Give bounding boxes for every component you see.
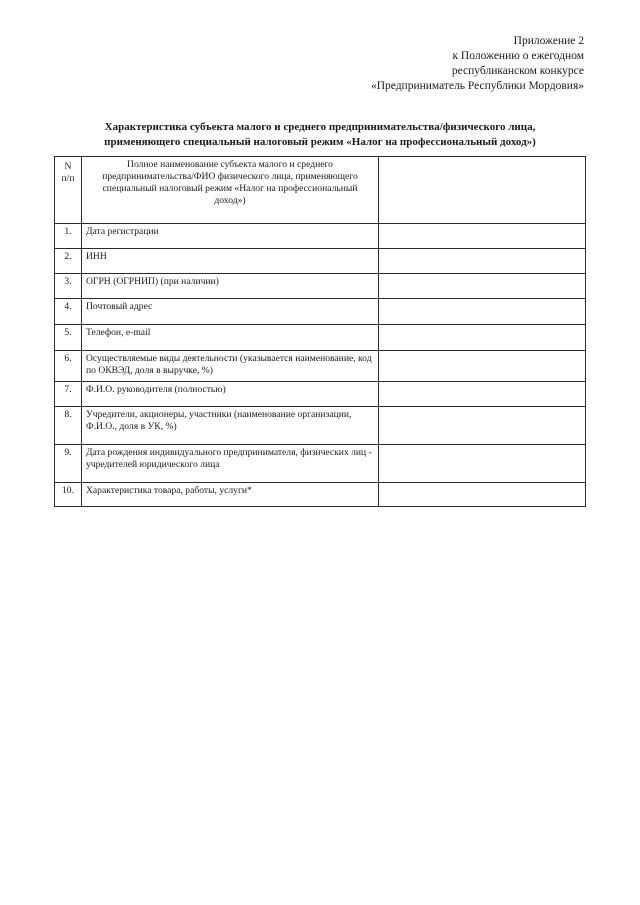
header-number-cell bbox=[55, 157, 82, 224]
row-value-field[interactable] bbox=[379, 274, 586, 299]
table-row bbox=[55, 483, 586, 507]
row-value-field[interactable] bbox=[379, 483, 586, 507]
table-row bbox=[55, 325, 586, 351]
appendix-line-2: к Положению о ежегодном bbox=[452, 50, 584, 62]
table-row bbox=[55, 224, 586, 249]
row-value-field[interactable] bbox=[379, 299, 586, 325]
header-name-label: Полное наименование субъекта малого и среднего предпринимательства/ФИО физического лица, применяющего специальный налоговый режим «Налог на профессиональный доход») bbox=[82, 157, 379, 224]
title-line-2: применяющего специальный налоговый режим «Налог на профессиональный доход») bbox=[104, 136, 536, 148]
appendix-line-3: республиканском конкурсе bbox=[451, 65, 584, 77]
row-label: Учредители, акционеры, участники (наименование организации, Ф.И.О., доля в УК, %) bbox=[82, 407, 379, 445]
row-number: 10. bbox=[55, 483, 82, 507]
header-number-label: N bbox=[64, 161, 72, 172]
appendix-line-1: Приложение 2 bbox=[513, 35, 584, 47]
title-line-1: Характеристика субъекта малого и среднего предпринимательства/физического лица, bbox=[104, 121, 536, 133]
appendix-line-4: «Предприниматель Республики Мордовия» bbox=[370, 80, 584, 92]
table-row bbox=[55, 249, 586, 274]
row-label: ИНН bbox=[82, 249, 379, 274]
table-row bbox=[55, 407, 586, 445]
row-number: 1. bbox=[55, 224, 82, 249]
table-row bbox=[55, 274, 586, 299]
header-number-sublabel: п/п bbox=[61, 173, 75, 184]
row-label: Характеристика товара, работы, услуги* bbox=[82, 483, 379, 507]
table-row bbox=[55, 299, 586, 325]
row-value-field[interactable] bbox=[379, 224, 586, 249]
table-row bbox=[55, 351, 586, 382]
row-value-field[interactable] bbox=[379, 407, 586, 445]
row-number: 8. bbox=[55, 407, 82, 445]
table-row bbox=[55, 382, 586, 407]
row-number: 9. bbox=[55, 445, 82, 483]
row-value-field[interactable] bbox=[379, 351, 586, 382]
row-number: 6. bbox=[55, 351, 82, 382]
row-label: Ф.И.О. руководителя (полностью) bbox=[82, 382, 379, 407]
row-number: 7. bbox=[55, 382, 82, 407]
header-name-value[interactable] bbox=[379, 157, 586, 224]
row-value-field[interactable] bbox=[379, 325, 586, 351]
row-number: 5. bbox=[55, 325, 82, 351]
table-row bbox=[55, 445, 586, 483]
row-label: Почтовый адрес bbox=[82, 299, 379, 325]
row-label: Дата рождения индивидуального предпринимателя, физических лиц - учредителей юридического лица bbox=[82, 445, 379, 483]
row-number: 4. bbox=[55, 299, 82, 325]
appendix-reference bbox=[284, 34, 584, 94]
row-label: ОГРН (ОГРНИП) (при наличии) bbox=[82, 274, 379, 299]
row-label: Осуществляемые виды деятельности (указывается наименование, код по ОКВЭД, доля в выручке, %) bbox=[82, 351, 379, 382]
row-label: Телефон, e-mail bbox=[82, 325, 379, 351]
row-value-field[interactable] bbox=[379, 382, 586, 407]
row-label: Дата регистрации bbox=[82, 224, 379, 249]
row-value-field[interactable] bbox=[379, 445, 586, 483]
row-value-field[interactable] bbox=[379, 249, 586, 274]
table-header-row bbox=[55, 157, 586, 224]
row-number: 3. bbox=[55, 274, 82, 299]
document-title bbox=[40, 120, 600, 150]
characteristics-table bbox=[54, 156, 586, 507]
row-number: 2. bbox=[55, 249, 82, 274]
